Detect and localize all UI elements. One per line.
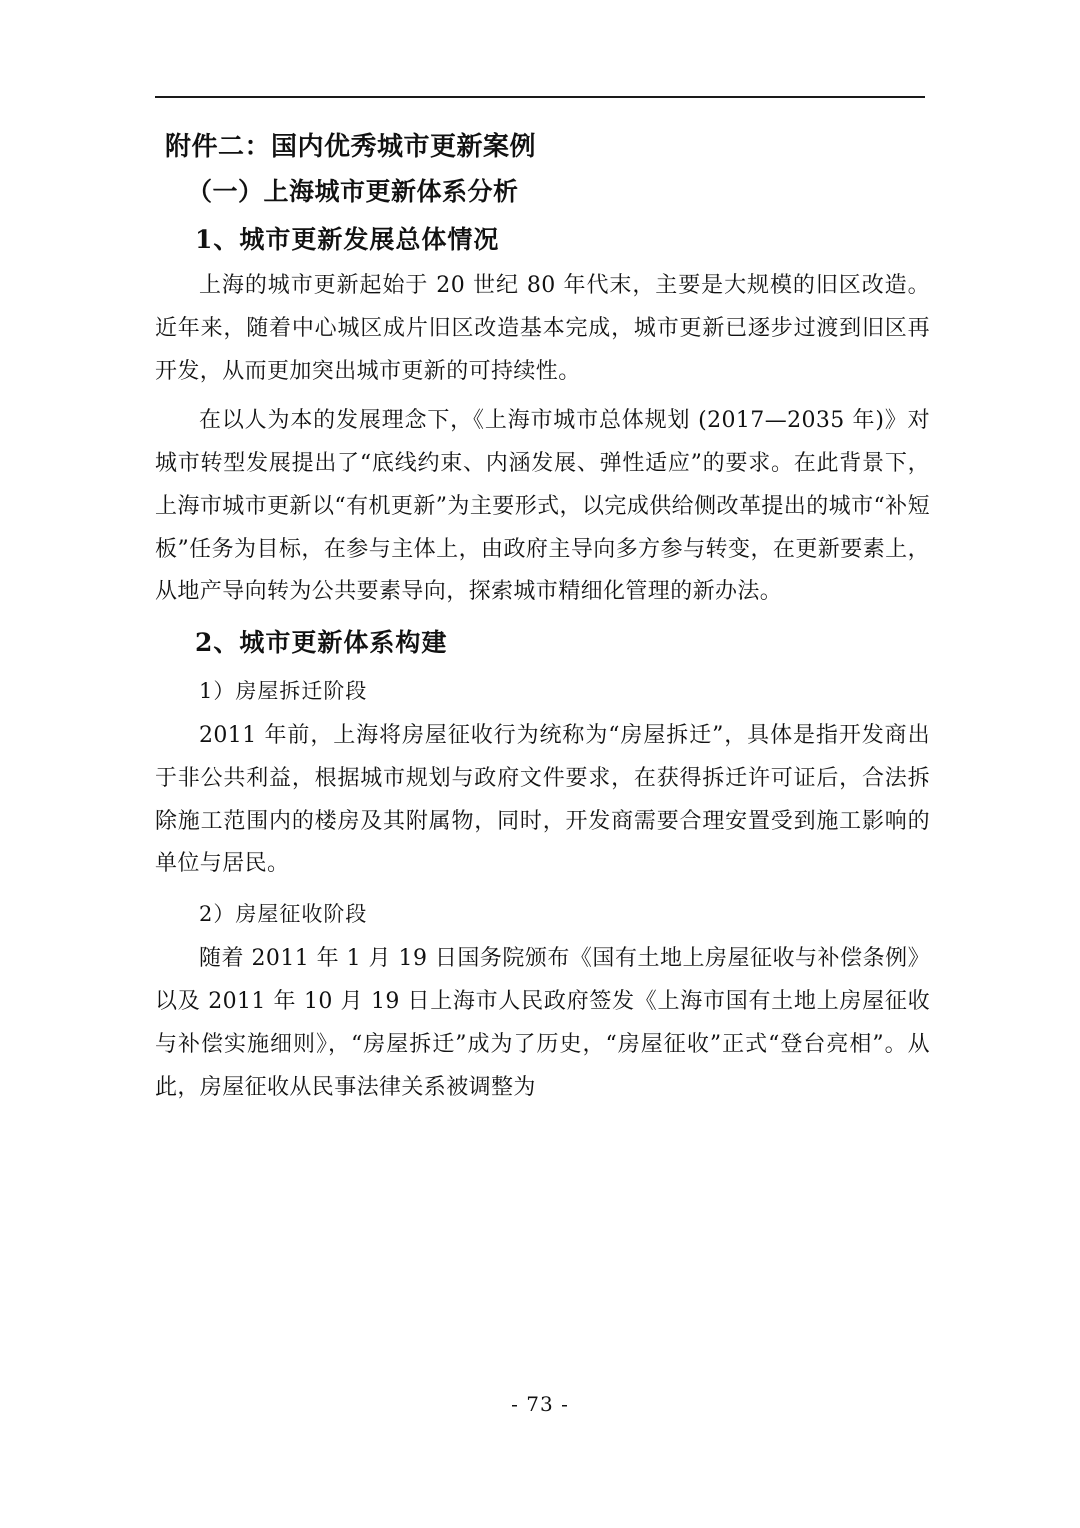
paragraph: 随着 2011 年 1 月 19 日国务院颁布《国有土地上房屋征收与补偿条例》以及 2011 年 10 月 19 日上海市人民政府签发《上海市国有土地上房屋征收与补偿实施细则》，“房屋拆迁”成为了历史，“房屋征收”正式“登台亮相”。从此，房屋征收从民事法律关系被调整为	[155, 945, 930, 1100]
subsection-heading-1: 1、城市更新发展总体情况	[195, 224, 500, 254]
document-body	[155, 128, 930, 1115]
section-heading: （一）上海城市更新体系分析	[187, 177, 519, 206]
subsection-heading-2: 2、城市更新体系构建	[195, 628, 448, 658]
paragraph: 上海的城市更新起始于 20 世纪 80 年代末，主要是大规模的旧区改造。近年来，随着中心城区成片旧区改造基本完成，城市更新已逐步过渡到旧区再开发，从而更加突出城市更新的可持续性。	[155, 273, 930, 385]
item-heading-2: 2）房屋征收阶段	[199, 902, 368, 927]
paragraph: 在以人为本的发展理念下，《上海市城市总体规划 (2017—2035 年)》对城市转型发展提出了“底线约束、内涵发展、弹性适应”的要求。在此背景下，上海市城市更新以“有机更新”为主要形式，以完成供给侧改革提出的城市“补短板”任务为目标，在参与主体上，由政府主导向多方参与转变，在更新要素上，从地产导向转为公共要素导向，探索城市精细化管理的新办法。	[155, 407, 930, 605]
paragraph: 2011 年前，上海将房屋征收行为统称为“房屋拆迁”，具体是指开发商出于非公共利益，根据城市规划与政府文件要求，在获得拆迁许可证后，合法拆除施工范围内的楼房及其附属物，同时，开发商需要合理安置受到施工影响的单位与居民。	[155, 722, 930, 877]
page-number: - 73 -	[511, 1392, 569, 1416]
item-heading-1: 1）房屋拆迁阶段	[199, 679, 368, 704]
page-title: 附件二：国内优秀城市更新案例	[165, 132, 537, 162]
header-divider	[155, 96, 925, 98]
